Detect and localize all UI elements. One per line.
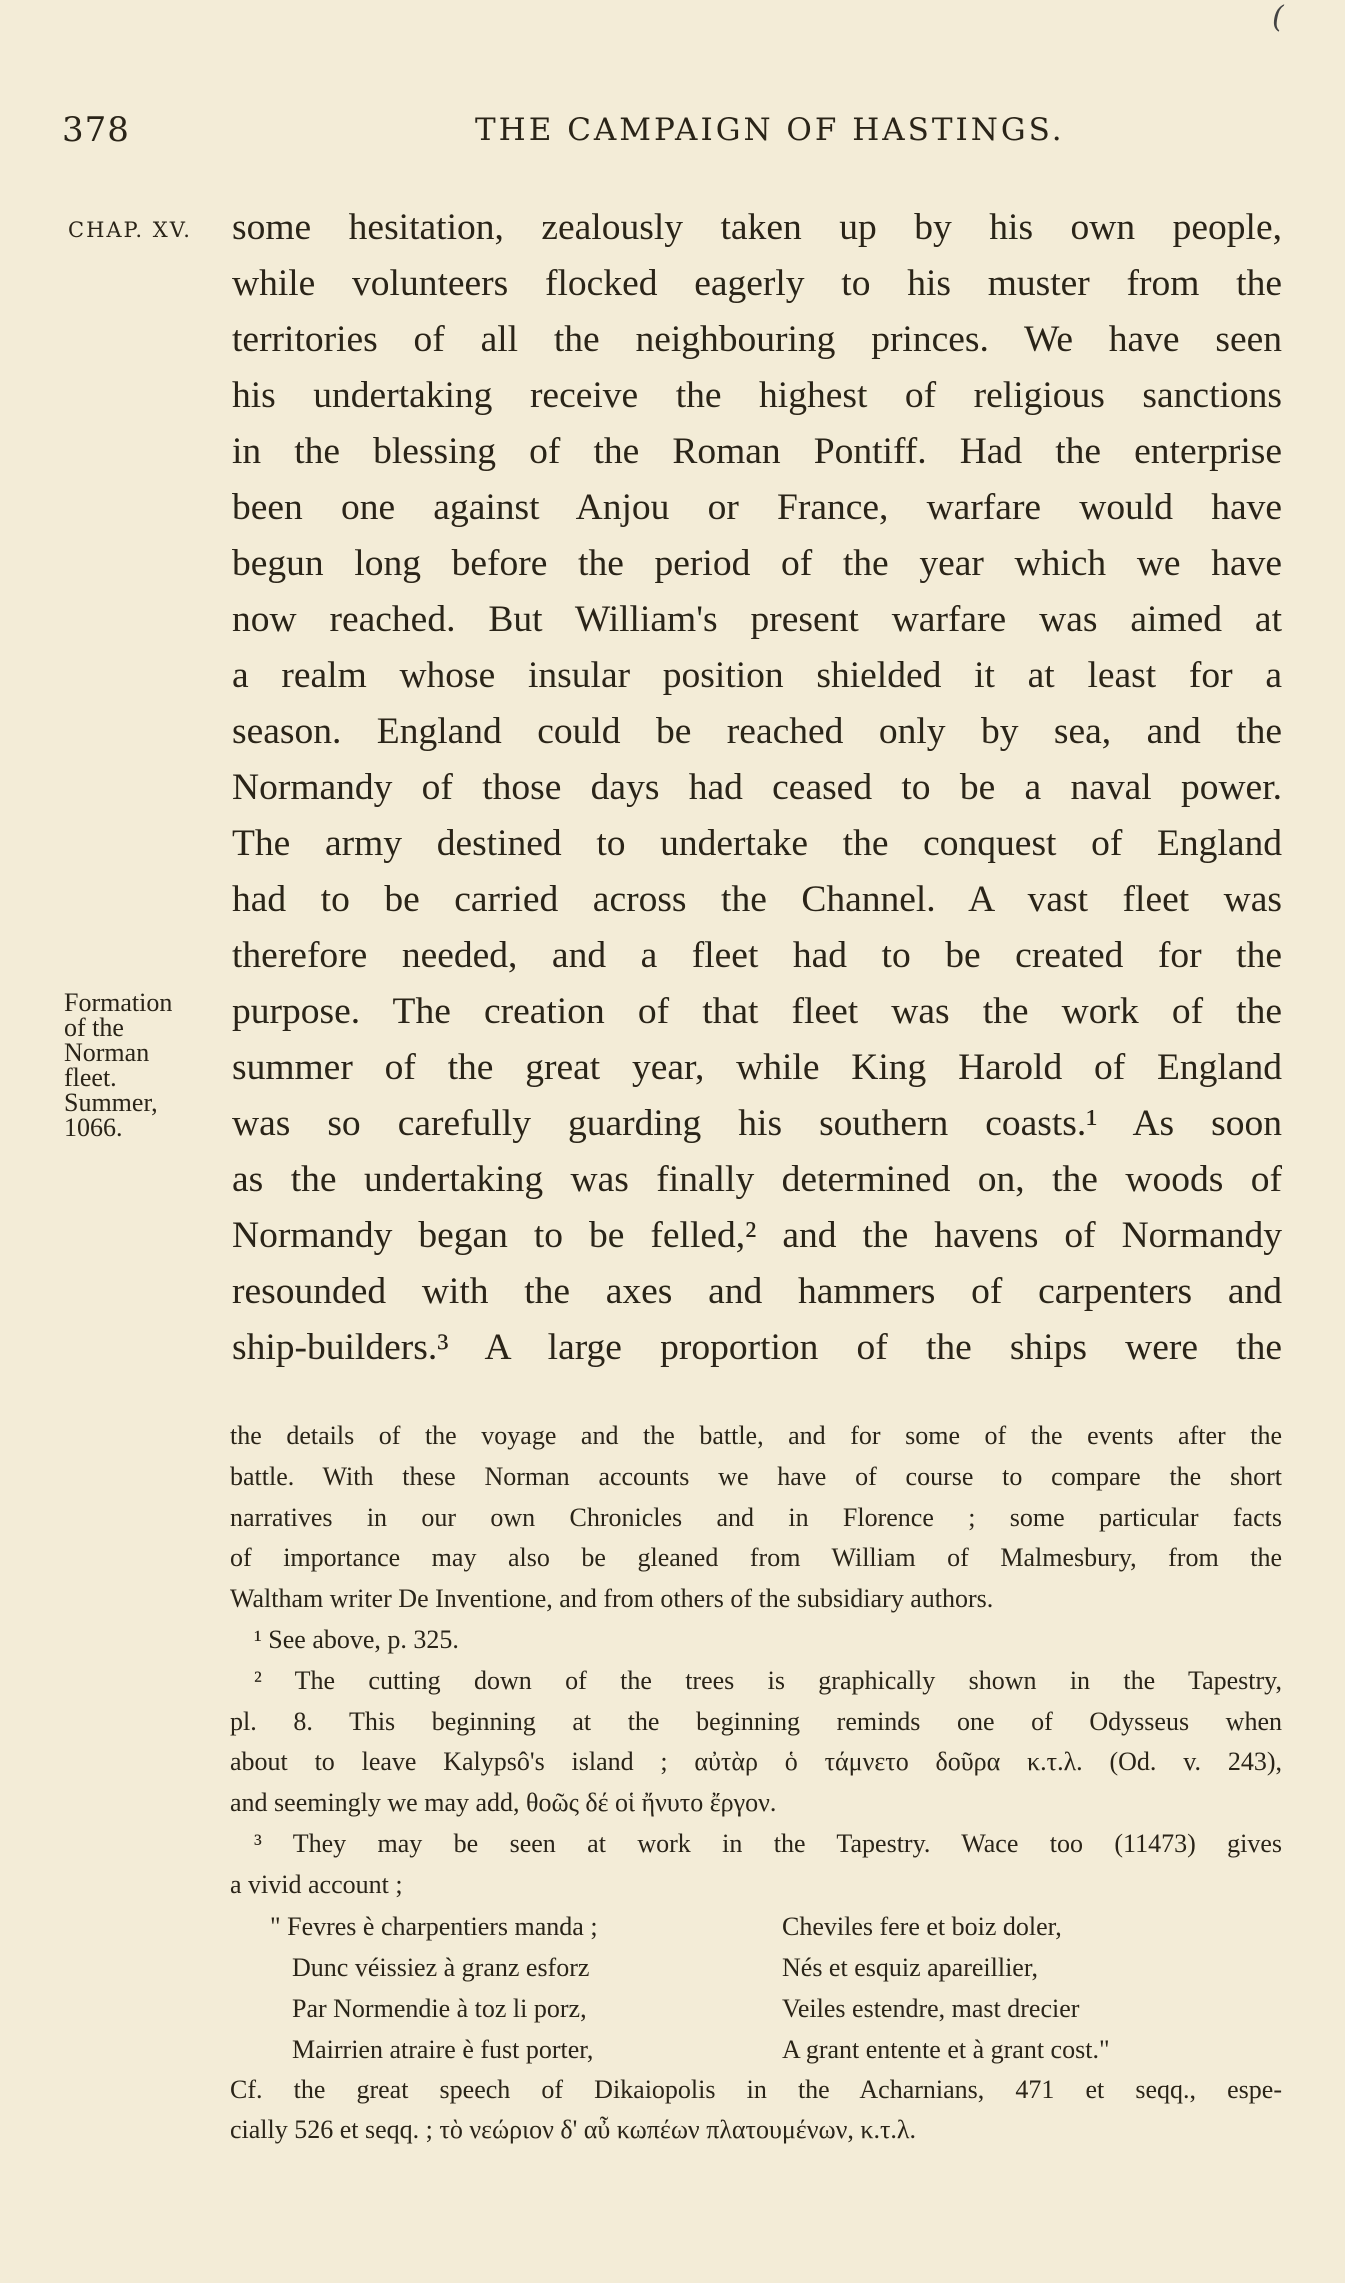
body-line: his undertaking receive the highest of religious sanctions — [232, 375, 1282, 416]
footnote-line: and seemingly we may add, θοῶς δέ οἱ ἤνυτο ἔργον. — [230, 1788, 777, 1818]
margin-note-line: Formation — [64, 988, 173, 1017]
footnote-line: Waltham writer De Inventione, and from others of the subsidiary authors. — [230, 1584, 994, 1614]
verse-left-line: Mairrien atraire è fust porter, — [292, 2034, 594, 2064]
body-line: a realm whose insular position shielded it at least for a — [232, 655, 1282, 696]
verse-right-line: Veiles estendre, mast drecier — [782, 1993, 1080, 2023]
margin-note-line: fleet. — [64, 1063, 117, 1092]
body-line: while volunteers flocked eagerly to his muster from the — [232, 263, 1282, 304]
verse-left-line: Dunc véissiez à granz esforz — [292, 1952, 590, 1982]
verse-left-line: Par Normendie à toz li porz, — [292, 1993, 587, 2023]
footnote-line: battle. With these Norman accounts we have of course to compare the short — [230, 1461, 1282, 1491]
margin-note-line: of the — [64, 1013, 124, 1042]
body-text — [232, 200, 1282, 1376]
footnote-line: the details of the voyage and the battle, and for some of the events after the — [230, 1421, 1282, 1450]
verse-quotation — [230, 1906, 1282, 2070]
margin-note-line: Norman — [64, 1038, 150, 1067]
footnote-line: cially 526 et seqq. ; τὸ νεώριον δ' αὖ κωπέων πλατουμένων, κ.τ.λ. — [230, 2115, 917, 2145]
footnote-line: pl. 8. This beginning at the beginning reminds one of Odysseus when — [230, 1706, 1282, 1736]
body-line: begun long before the period of the year which we have — [232, 543, 1282, 584]
footnote-line: narratives in our own Chronicles and in Florence ; some particular facts — [230, 1502, 1282, 1532]
footnote-line: of importance may also be gleaned from William of Malmesbury, from the — [230, 1543, 1282, 1573]
body-line: summer of the great year, while King Harold of England — [232, 1047, 1282, 1088]
verse-right-line: Nés et esquiz apareillier, — [782, 1952, 1038, 1982]
verse-row — [230, 1947, 1282, 1988]
verse-left-line: " Fevres è charpentiers manda ; — [270, 1911, 598, 1941]
body-line: Normandy of those days had ceased to be a naval power. — [232, 767, 1282, 808]
body-line: purpose. The creation of that fleet was the work of the — [232, 991, 1282, 1032]
footnote-continuation — [230, 2070, 1282, 2152]
margin-note — [64, 990, 224, 1140]
body-line: therefore needed, and a fleet had to be created for the — [232, 935, 1282, 976]
margin-note-line: 1066. — [64, 1113, 123, 1142]
body-line: as the undertaking was finally determined on, the woods of — [232, 1159, 1282, 1200]
running-head: THE CAMPAIGN OF HASTINGS. — [475, 112, 1065, 148]
footnote-line: Cf. the great speech of Dikaiopolis in the Acharnians, 471 et seqq., espe- — [230, 2074, 1282, 2104]
body-line: ship-builders.³ A large proportion of the ships were the — [232, 1327, 1282, 1368]
body-line: now reached. But William's present warfare was aimed at — [232, 599, 1282, 640]
body-line: been one against Anjou or France, warfare would have — [232, 487, 1282, 528]
footnote-line: ² The cutting down of the trees is graphically shown in the Tapestry, — [254, 1665, 1282, 1695]
body-line: in the blessing of the Roman Pontiff. Had the enterprise — [232, 431, 1282, 472]
body-line: was so carefully guarding his southern coasts.¹ As soon — [232, 1103, 1282, 1144]
page-number: 378 — [62, 110, 130, 150]
body-line: season. England could be reached only by sea, and the — [232, 711, 1282, 752]
verse-right-line: A grant entente et à grant cost." — [782, 2034, 1110, 2064]
body-line: The army destined to undertake the conquest of England — [232, 823, 1282, 864]
footnote-line: about to leave Kalypsô's island ; αὐτὰρ ὁ τάμνετο δοῦρα κ.τ.λ. (Od. v. 243), — [230, 1747, 1282, 1777]
body-line: Normandy began to be felled,² and the havens of Normandy — [232, 1215, 1282, 1256]
body-line: resounded with the axes and hammers of carpenters and — [232, 1271, 1282, 1312]
margin-note-line: Summer, — [64, 1088, 158, 1117]
body-line: had to be carried across the Channel. A vast fleet was — [232, 879, 1282, 920]
verse-row — [230, 1906, 1282, 1947]
footnote-line: a vivid account ; — [230, 1869, 403, 1899]
body-line: territories of all the neighbouring princes. We have seen — [232, 319, 1282, 360]
verse-row — [230, 1988, 1282, 2029]
corner-mark: ( — [1272, 0, 1284, 35]
footnote-line: ¹ See above, p. 325. — [254, 1624, 459, 1654]
footnotes — [230, 1416, 1282, 2151]
verse-right-line: Cheviles fere et boiz doler, — [782, 1911, 1062, 1941]
chapter-label: CHAP. XV. — [68, 218, 192, 242]
body-line: some hesitation, zealously taken up by his own people, — [232, 207, 1282, 248]
footnote-line: ³ They may be seen at work in the Tapestry. Wace too (11473) gives — [254, 1828, 1282, 1858]
footnote-block — [230, 1416, 1282, 1906]
verse-row — [230, 2029, 1282, 2070]
